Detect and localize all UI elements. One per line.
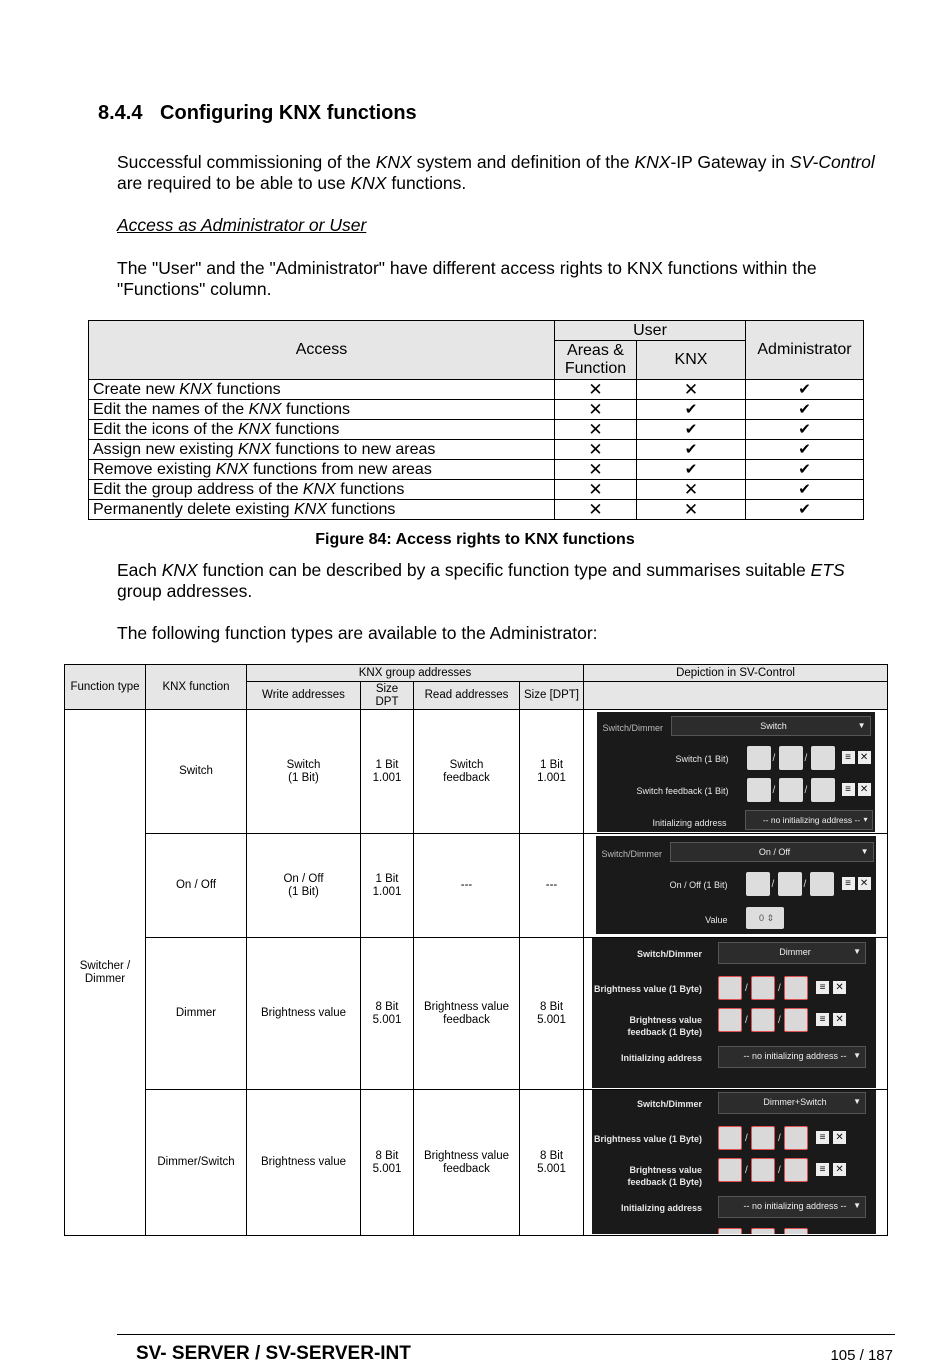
header-administrator: Administrator [746, 341, 864, 380]
header-size-dpt: Size DPT [361, 682, 414, 710]
access-description: Create new KNX functions [89, 380, 555, 400]
feedback-address-label: Brightness value feedback (1 Byte) [627, 1165, 703, 1187]
check-icon: ✔ [746, 400, 864, 420]
cross-icon: ✕ [555, 380, 637, 400]
cross-icon: ✕ [555, 460, 637, 480]
chevron-down-icon: ▼ [860, 847, 869, 856]
feedback-middle-input[interactable] [751, 1008, 775, 1032]
knx-function: Switch [146, 710, 247, 834]
close-icon[interactable]: ✕ [833, 1163, 846, 1176]
address-main-input[interactable] [718, 976, 742, 1000]
read-address: --- [414, 834, 520, 938]
read-size: 8 Bit 5.001 [520, 938, 584, 1090]
init-address-dropdown[interactable]: -- no initializing address -- ▼ [718, 1046, 866, 1068]
check-icon: ✔ [746, 440, 864, 460]
header-size-dpt-2: Size [DPT] [520, 682, 584, 710]
check-icon: ✔ [746, 500, 864, 520]
check-icon: ✔ [637, 400, 746, 420]
brightness-address-label: Brightness value (1 Byte) [593, 984, 703, 994]
list-icon[interactable]: ≡ [816, 1163, 829, 1176]
check-icon: ✔ [637, 420, 746, 440]
access-row [89, 480, 864, 500]
value-label: Value [705, 915, 728, 925]
address-sub-input[interactable] [810, 872, 834, 896]
write-size: 1 Bit 1.001 [361, 710, 414, 834]
write-address: On / Off (1 Bit) [247, 834, 361, 938]
write-size: 8 Bit 5.001 [361, 1090, 414, 1236]
type-dropdown[interactable]: On / Off ▼ [670, 842, 874, 862]
close-icon[interactable]: ✕ [858, 783, 871, 796]
close-icon[interactable]: ✕ [858, 877, 871, 890]
header-depiction: Depiction in SV-Control [584, 665, 888, 682]
feedback-sub-input[interactable] [811, 778, 835, 802]
check-icon: ✔ [746, 480, 864, 500]
close-icon[interactable]: ✕ [833, 1013, 846, 1026]
list-icon[interactable]: ≡ [816, 1131, 829, 1144]
check-icon: ✔ [746, 420, 864, 440]
list-icon[interactable]: ≡ [842, 877, 855, 890]
write-address: Switch (1 Bit) [247, 710, 361, 834]
close-icon[interactable]: ✕ [833, 1131, 846, 1144]
address-sub-input[interactable] [784, 1126, 808, 1150]
check-icon: ✔ [637, 460, 746, 480]
chevron-down-icon: ▾ [863, 815, 868, 824]
footer-title: SV- SERVER / SV-SERVER-INT [136, 1343, 411, 1364]
access-row [89, 460, 864, 480]
access-row [89, 500, 864, 520]
function-type-cell: Switcher / Dimmer [65, 710, 146, 1236]
section-title: Configuring KNX functions [160, 102, 417, 124]
access-description: Edit the names of the KNX functions [89, 400, 555, 420]
address-sub-input[interactable] [784, 976, 808, 1000]
access-rights-table [88, 320, 864, 520]
close-icon[interactable]: ✕ [858, 751, 871, 764]
check-icon: ✔ [637, 440, 746, 460]
cross-icon: ✕ [637, 500, 746, 520]
check-icon: ✔ [746, 460, 864, 480]
chevron-down-icon: ▼ [853, 1201, 862, 1210]
read-size: 8 Bit 5.001 [520, 1090, 584, 1236]
header-access: Access [89, 321, 555, 380]
read-address: Brightness value feedback [414, 938, 520, 1090]
figure-caption: Figure 84: Access rights to KNX functions [315, 531, 635, 548]
access-description: Permanently delete existing KNX functions [89, 500, 555, 520]
address-middle-input[interactable] [751, 976, 775, 1000]
close-icon[interactable]: ✕ [833, 981, 846, 994]
feedback-middle-input[interactable] [751, 1158, 775, 1182]
subheading: Access as Administrator or User [117, 215, 367, 235]
list-icon[interactable]: ≡ [842, 751, 855, 764]
header-group-addresses: KNX group addresses [247, 665, 584, 682]
header-user: User [555, 321, 746, 341]
init-address-dropdown[interactable]: -- no initializing address -- ▼ [718, 1196, 866, 1218]
init-address-label: Initializing address [620, 1203, 703, 1213]
read-size: 1 Bit 1.001 [520, 710, 584, 834]
footer-rule [117, 1334, 895, 1335]
value-stepper[interactable]: 0 ⇕ [746, 907, 784, 929]
feedback-address-label: Switch feedback (1 Bit) [636, 786, 729, 796]
feedback-main-input[interactable] [747, 778, 771, 802]
header-knx: KNX [637, 341, 746, 380]
panel-type-label: Switch/Dimmer [602, 723, 664, 733]
knx-function: Dimmer/Switch [146, 1090, 247, 1236]
access-row [89, 380, 864, 400]
feedback-sub-input[interactable] [784, 1008, 808, 1032]
read-address: Switch feedback [414, 710, 520, 834]
knx-function: On / Off [146, 834, 247, 938]
chevron-down-icon: ▼ [853, 1051, 862, 1060]
feedback-sub-input[interactable] [784, 1158, 808, 1182]
header-areas-function: Areas & Function [555, 341, 637, 380]
access-description: Remove existing KNX functions from new areas [89, 460, 555, 480]
feedback-middle-input[interactable] [779, 778, 803, 802]
cross-icon: ✕ [637, 480, 746, 500]
write-size: 8 Bit 5.001 [361, 938, 414, 1090]
address-main-input[interactable] [718, 1126, 742, 1150]
onoff-config-panel: Switch/Dimmer On / Off ▼ On / Off (1 Bit) / / ≡ ✕ Value 0 ⇕ [596, 836, 876, 934]
check-icon: ✔ [746, 380, 864, 400]
type-dropdown[interactable]: Dimmer ▼ [718, 942, 866, 964]
section-heading [98, 102, 417, 125]
address-middle-input[interactable] [779, 746, 803, 770]
access-description: Edit the icons of the KNX functions [89, 420, 555, 440]
address-main-input[interactable] [747, 746, 771, 770]
read-address: Brightness value feedback [414, 1090, 520, 1236]
type-dropdown[interactable]: Switch ▼ [671, 716, 871, 736]
type-dropdown[interactable]: Dimmer+Switch ▼ [718, 1092, 866, 1114]
chevron-down-icon: ▼ [853, 1097, 862, 1106]
header-write: Write addresses [247, 682, 361, 710]
panel-type-label: Switch/Dimmer [636, 1099, 703, 1109]
function-paragraph: Each KNX function can be described by a specific function type and summarises suitable ETS group addresses. [117, 560, 845, 601]
header-read: Read addresses [414, 682, 520, 710]
function-types-table [64, 664, 888, 1236]
switch-config-panel: Switch/Dimmer Switch ▼ Switch (1 Bit) / / ≡ ✕ Switch feedback (1 Bit) / / ≡ ✕ Initializing address -- no initializing address -- ▾ [597, 712, 875, 832]
address-middle-input[interactable] [778, 872, 802, 896]
access-row [89, 440, 864, 460]
read-size: --- [520, 834, 584, 938]
switch-address-label: Switch (1 Bit) [675, 754, 729, 764]
panel-type-label: Switch/Dimmer [636, 949, 703, 959]
cross-icon: ✕ [555, 440, 637, 460]
cross-icon: ✕ [555, 500, 637, 520]
address-main-input[interactable] [746, 872, 770, 896]
dimmer-config-panel: Switch/Dimmer Dimmer ▼ Brightness value (1 Byte) / / ≡ ✕ Brightness value feedback (1 Byte) / / ≡ ✕ Initializing address -- no initializing address -- ▼ [592, 938, 876, 1088]
list-icon[interactable]: ≡ [816, 1013, 829, 1026]
address-middle-input[interactable] [751, 1126, 775, 1150]
access-description: Assign new existing KNX functions to new areas [89, 440, 555, 460]
write-size: 1 Bit 1.001 [361, 834, 414, 938]
dimmer-switch-config-panel: Switch/Dimmer Dimmer+Switch ▼ Brightness value (1 Byte) / / ≡ ✕ Brightness value feedback (1 Byte) / / ≡ ✕ Initializing address -- no initializing address -- ▼ [592, 1090, 876, 1234]
knx-function: Dimmer [146, 938, 247, 1090]
access-row [89, 420, 864, 440]
page-number: 105 / 187 [830, 1347, 893, 1364]
header-function-type: Function type [65, 665, 146, 710]
access-row [89, 400, 864, 420]
section-number: 8.4.4 [98, 102, 143, 124]
cross-icon: ✕ [555, 400, 637, 420]
chevron-down-icon: ▼ [857, 721, 866, 730]
available-types-paragraph: The following function types are available to the Administrator: [117, 623, 598, 643]
address-sub-input[interactable] [811, 746, 835, 770]
cross-icon: ✕ [555, 480, 637, 500]
feedback-main-input[interactable] [718, 1008, 742, 1032]
intro-paragraph: Successful commissioning of the KNX system and definition of the KNX-IP Gateway in SV-Control are required to be able to use KNX functions. [117, 152, 875, 193]
brightness-address-label: Brightness value (1 Byte) [593, 1134, 703, 1144]
write-address: Brightness value [247, 938, 361, 1090]
feedback-main-input[interactable] [718, 1158, 742, 1182]
init-address-label: Initializing address [652, 818, 727, 828]
header-knx-function: KNX function [146, 665, 247, 710]
list-icon[interactable]: ≡ [842, 783, 855, 796]
panel-type-label: Switch/Dimmer [601, 849, 663, 859]
onoff-address-label: On / Off (1 Bit) [669, 880, 728, 890]
list-icon[interactable]: ≡ [816, 981, 829, 994]
write-address: Brightness value [247, 1090, 361, 1236]
chevron-down-icon: ▼ [853, 947, 862, 956]
init-address-label: Initializing address [620, 1053, 703, 1063]
feedback-address-label: Brightness value feedback (1 Byte) [627, 1015, 703, 1037]
init-address-dropdown[interactable]: -- no initializing address -- ▾ [745, 810, 873, 830]
cross-icon: ✕ [555, 420, 637, 440]
access-paragraph: The "User" and the "Administrator" have different access rights to KNX functions within the "Functions" column. [117, 258, 817, 299]
cross-icon: ✕ [637, 380, 746, 400]
access-description: Edit the group address of the KNX functions [89, 480, 555, 500]
